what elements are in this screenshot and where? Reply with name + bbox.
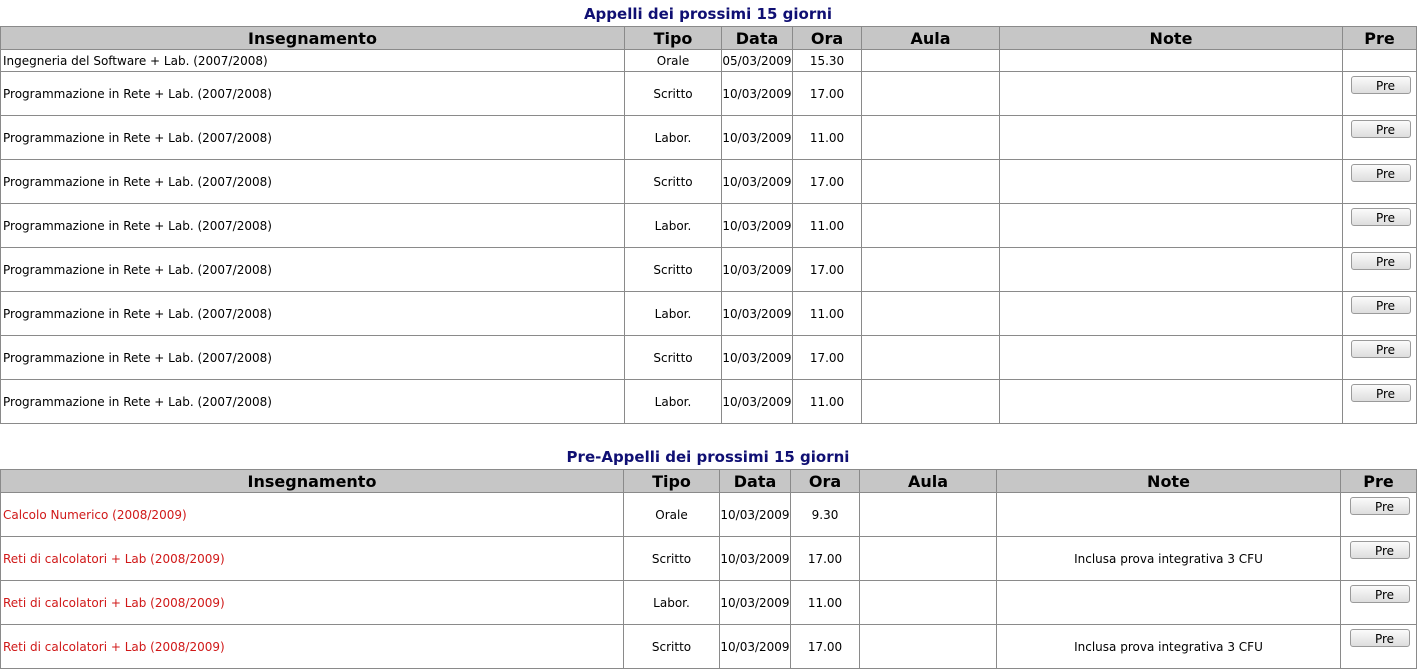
cell-tipo: Scritto <box>625 336 722 380</box>
cell-data: 05/03/2009 <box>722 50 793 72</box>
cell-data: 10/03/2009 <box>722 248 793 292</box>
cell-aula <box>862 72 1000 116</box>
cell-insegnamento: Ingegneria del Software + Lab. (2007/2008) <box>1 50 625 72</box>
cell-aula <box>862 336 1000 380</box>
cell-note <box>997 581 1341 625</box>
cell-data: 10/03/2009 <box>722 292 793 336</box>
table-row <box>1 581 1417 625</box>
cell-tipo: Labor. <box>625 204 722 248</box>
prenota-button[interactable]: Pre <box>1351 208 1411 226</box>
cell-ora: 17.00 <box>793 72 862 116</box>
cell-data: 10/03/2009 <box>722 380 793 424</box>
prenota-button[interactable]: Pre <box>1351 340 1411 358</box>
cell-note <box>1000 160 1343 204</box>
course-link[interactable]: Reti di calcolatori + Lab (2008/2009) <box>1 581 624 625</box>
cell-ora: 17.00 <box>793 248 862 292</box>
cell-tipo: Labor. <box>624 581 720 625</box>
cell-ora: 11.00 <box>793 380 862 424</box>
prenota-button[interactable]: Pre <box>1351 384 1411 402</box>
table-row <box>1 537 1417 581</box>
prenota-button[interactable]: Pre <box>1351 296 1411 314</box>
cell-tipo: Scritto <box>625 72 722 116</box>
cell-ora: 17.00 <box>793 336 862 380</box>
cell-pre <box>1343 248 1417 292</box>
cell-tipo: Scritto <box>625 248 722 292</box>
cell-insegnamento: Programmazione in Rete + Lab. (2007/2008) <box>1 380 625 424</box>
course-link[interactable]: Calcolo Numerico (2008/2009) <box>1 493 624 537</box>
col-header-data: Data <box>720 470 791 493</box>
cell-insegnamento: Programmazione in Rete + Lab. (2007/2008) <box>1 160 625 204</box>
col-header-pre: Pre <box>1341 470 1417 493</box>
cell-aula <box>862 50 1000 72</box>
col-header-pre: Pre <box>1343 27 1417 50</box>
table-row <box>1 116 1417 160</box>
table-row <box>1 380 1417 424</box>
cell-tipo: Labor. <box>625 292 722 336</box>
cell-tipo: Labor. <box>625 380 722 424</box>
col-header-data: Data <box>722 27 793 50</box>
prenota-button[interactable]: Pre <box>1351 252 1411 270</box>
preappelli-header-row <box>1 470 1417 493</box>
col-header-tipo: Tipo <box>624 470 720 493</box>
cell-tipo: Orale <box>625 50 722 72</box>
cell-aula <box>862 116 1000 160</box>
cell-data: 10/03/2009 <box>720 625 791 669</box>
table-row <box>1 625 1417 669</box>
table-row <box>1 50 1417 72</box>
cell-ora: 17.00 <box>791 625 860 669</box>
cell-data: 10/03/2009 <box>722 116 793 160</box>
cell-pre <box>1341 581 1417 625</box>
cell-insegnamento: Programmazione in Rete + Lab. (2007/2008) <box>1 336 625 380</box>
cell-ora: 15.30 <box>793 50 862 72</box>
cell-insegnamento: Programmazione in Rete + Lab. (2007/2008) <box>1 72 625 116</box>
col-header-note: Note <box>997 470 1341 493</box>
cell-note <box>1000 292 1343 336</box>
course-link[interactable]: Reti di calcolatori + Lab (2008/2009) <box>1 625 624 669</box>
cell-aula <box>860 581 997 625</box>
cell-data: 10/03/2009 <box>720 493 791 537</box>
cell-ora: 11.00 <box>793 292 862 336</box>
prenota-button[interactable]: Pre <box>1350 629 1410 647</box>
cell-tipo: Scritto <box>624 625 720 669</box>
cell-note: Inclusa prova integrativa 3 CFU <box>997 537 1341 581</box>
col-header-note: Note <box>1000 27 1343 50</box>
cell-note <box>1000 50 1343 72</box>
cell-ora: 11.00 <box>791 581 860 625</box>
preappelli-title: Pre-Appelli dei prossimi 15 giorni <box>566 448 850 466</box>
table-row <box>1 160 1417 204</box>
cell-data: 10/03/2009 <box>720 537 791 581</box>
cell-pre <box>1343 116 1417 160</box>
prenota-button[interactable]: Pre <box>1350 585 1410 603</box>
cell-ora: 9.30 <box>791 493 860 537</box>
prenota-button[interactable]: Pre <box>1350 541 1410 559</box>
cell-aula <box>860 625 997 669</box>
cell-note <box>1000 72 1343 116</box>
col-header-aula: Aula <box>862 27 1000 50</box>
cell-data: 10/03/2009 <box>722 72 793 116</box>
cell-pre <box>1341 625 1417 669</box>
cell-insegnamento: Programmazione in Rete + Lab. (2007/2008) <box>1 116 625 160</box>
prenota-button[interactable]: Pre <box>1351 76 1411 94</box>
cell-note <box>1000 248 1343 292</box>
cell-pre <box>1341 493 1417 537</box>
cell-tipo: Orale <box>624 493 720 537</box>
prenota-button[interactable]: Pre <box>1351 120 1411 138</box>
cell-note: Inclusa prova integrativa 3 CFU <box>997 625 1341 669</box>
cell-aula <box>860 537 997 581</box>
cell-insegnamento: Programmazione in Rete + Lab. (2007/2008) <box>1 292 625 336</box>
table-row <box>1 248 1417 292</box>
cell-pre <box>1343 292 1417 336</box>
cell-data: 10/03/2009 <box>720 581 791 625</box>
cell-aula <box>862 292 1000 336</box>
appelli-table <box>0 26 1417 424</box>
cell-data: 10/03/2009 <box>722 204 793 248</box>
cell-aula <box>860 493 997 537</box>
col-header-ora: Ora <box>791 470 860 493</box>
cell-tipo: Scritto <box>625 160 722 204</box>
table-row <box>1 72 1417 116</box>
appelli-title: Appelli dei prossimi 15 giorni <box>583 5 833 23</box>
table-row <box>1 292 1417 336</box>
cell-ora: 17.00 <box>793 160 862 204</box>
cell-aula <box>862 204 1000 248</box>
cell-tipo: Scritto <box>624 537 720 581</box>
cell-note <box>1000 204 1343 248</box>
cell-pre <box>1343 380 1417 424</box>
cell-aula <box>862 248 1000 292</box>
cell-insegnamento: Programmazione in Rete + Lab. (2007/2008) <box>1 204 625 248</box>
cell-data: 10/03/2009 <box>722 336 793 380</box>
cell-data: 10/03/2009 <box>722 160 793 204</box>
table-row <box>1 336 1417 380</box>
col-header-insegnamento: Insegnamento <box>1 470 624 493</box>
preappelli-table <box>0 469 1417 669</box>
cell-pre <box>1343 50 1417 72</box>
cell-ora: 11.00 <box>793 116 862 160</box>
col-header-aula: Aula <box>860 470 997 493</box>
cell-pre <box>1343 160 1417 204</box>
cell-ora: 11.00 <box>793 204 862 248</box>
col-header-insegnamento: Insegnamento <box>1 27 625 50</box>
cell-ora: 17.00 <box>791 537 860 581</box>
cell-aula <box>862 160 1000 204</box>
appelli-header-row <box>1 27 1417 50</box>
cell-pre <box>1343 204 1417 248</box>
cell-note <box>997 493 1341 537</box>
col-header-ora: Ora <box>793 27 862 50</box>
cell-note <box>1000 380 1343 424</box>
table-row <box>1 493 1417 537</box>
cell-pre <box>1343 72 1417 116</box>
cell-aula <box>862 380 1000 424</box>
cell-insegnamento: Programmazione in Rete + Lab. (2007/2008) <box>1 248 625 292</box>
course-link[interactable]: Reti di calcolatori + Lab (2008/2009) <box>1 537 624 581</box>
cell-pre <box>1341 537 1417 581</box>
col-header-tipo: Tipo <box>625 27 722 50</box>
prenota-button[interactable]: Pre <box>1351 164 1411 182</box>
cell-note <box>1000 116 1343 160</box>
table-row <box>1 204 1417 248</box>
cell-tipo: Labor. <box>625 116 722 160</box>
cell-pre <box>1343 336 1417 380</box>
cell-note <box>1000 336 1343 380</box>
prenota-button[interactable]: Pre <box>1350 497 1410 515</box>
